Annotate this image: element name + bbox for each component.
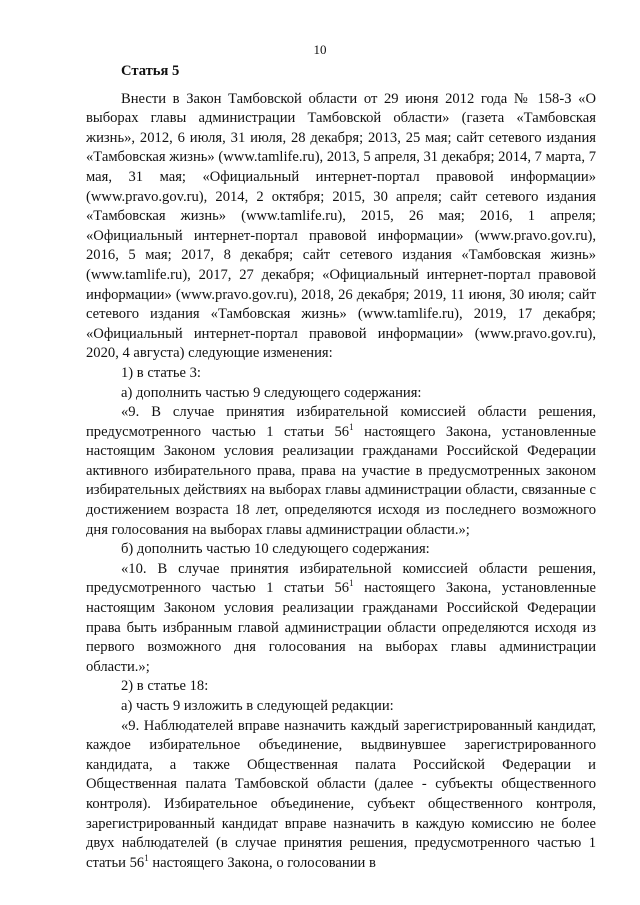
document-body	[86, 62, 596, 873]
superscript: 1	[144, 852, 149, 863]
observers-text-a: «9. Наблюдателей вправе назначить каждый зарегистрированный кандидат, каждое избирательное объединение, выдвинувшее зарегистрированного кандидата, а также Общественная палата Российской Федерации и Общественная палата Тамбовской области (далее - субъекты общественного контроля). Избирательное объединение, субъект общественного контроля, зарегистрированный кандидат вправе назначить в каждую комиссию не более двух наблюдателей (в случае принятия решения, предусмотренного частью 1 статьи 56	[86, 717, 596, 871]
item-2: 2) в статье 18:	[121, 678, 209, 695]
new-part-10	[86, 560, 596, 678]
observers-text-b: настоящего Закона, о голосовании в	[148, 854, 376, 871]
item-2a: а) часть 9 изложить в следующей редакции:	[121, 698, 394, 714]
item-1a: а) дополнить частью 9 следующего содержания:	[121, 384, 422, 401]
item-1: 1) в статье 3:	[121, 364, 201, 381]
item-1b: б) дополнить частью 10 следующего содержания:	[121, 541, 430, 558]
article-title: Статья 5	[121, 63, 180, 79]
superscript: 1	[349, 578, 354, 589]
new-part-9-text-b: настоящего Закона, установленные настоящим Законом условия реализации гражданами Российской Федерации активного избирательного права, права на участие в предусмотренных законом избирательных действиях на выборах главы администрации области, связанные с достижением возраста 18 лет, определяются исходя из последнего возможного дня голосования на выборах главы администрации области.»;	[86, 423, 596, 538]
new-part-9	[86, 403, 596, 540]
new-part-10-text-a: «10. В случае принятия избирательной комиссией области решения, предусмотренного частью 1 статьи 56	[86, 560, 596, 597]
superscript: 1	[349, 421, 354, 432]
page-number: 10	[313, 42, 327, 57]
observers-paragraph	[86, 717, 596, 874]
intro-paragraph: Внести в Закон Тамбовской области от 29 июня 2012 года № 158-З «О выборах главы администрации Тамбовской области» (газета «Тамбовская жизнь», 2012, 6 июля, 31 июля, 28 декабря; 2013, 25 мая; сайт сетевого издания «Тамбовская жизнь» (www.tamlife.ru), 2013, 5 апреля, 31 декабря; 2014, 7 марта, 7 мая, 31 мая; «Официальный интернет-портал правовой информации» (www.pravo.gov.ru), 2014, 2 октября; 2015, 30 апреля; сайт сетевого издания «Тамбовская жизнь» (www.tamlife.ru), 2015, 26 мая; 2016, 1 апреля; «Официальный интернет-портал правовой информации» (www.pravo.gov.ru), 2016, 5 мая; 2017, 8 декабря; сайт сетевого издания «Тамбовская жизнь» (www.tamlife.ru), 2017, 27 декабря; «Официальный интернет-портал правовой информации» (www.pravo.gov.ru), 2018, 26 декабря; 2019, 11 июня, 30 июля; сайт сетевого издания «Тамбовская жизнь» (www.tamlife.ru), 2019, 17 декабря; «Официальный интернет-портал правовой информации» (www.pravo.gov.ru), 2020, 4 августа) следующие изменения:	[86, 90, 596, 362]
new-part-10-text-b: настоящего Закона, установленные настоящим Законом условия реализации гражданами Российской Федерации права быть избранным главой администрации области определяются исходя из первого возможного дня голосования на выборах главы администрации области.»;	[86, 580, 596, 675]
new-part-9-text-a: «9. В случае принятия избирательной комиссией области решения, предусмотренного частью 1 статьи 56	[86, 404, 596, 440]
